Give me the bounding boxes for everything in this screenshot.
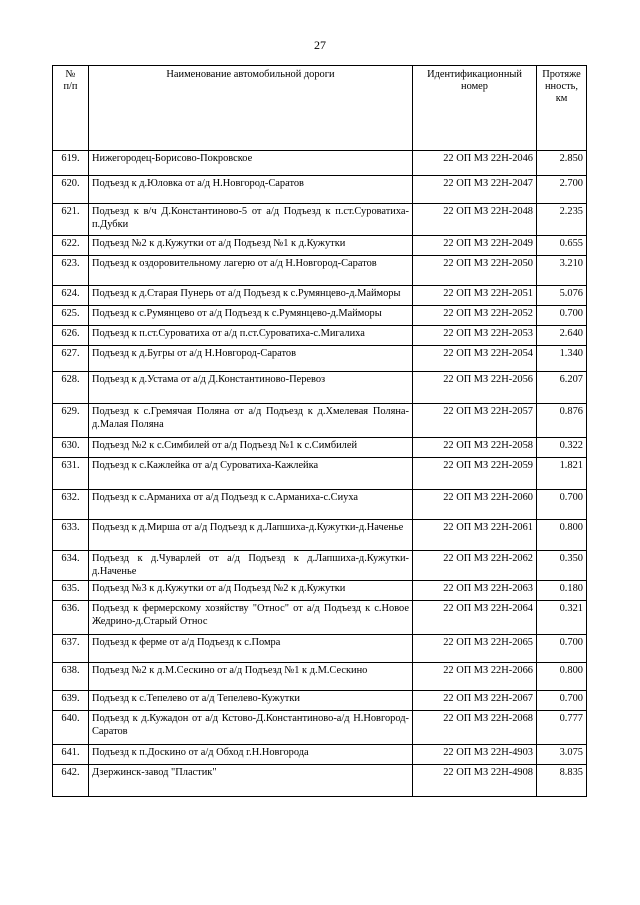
row-length: 0.350 [537, 551, 587, 581]
row-length: 3.210 [537, 256, 587, 286]
row-num: 624. [53, 286, 89, 306]
row-id-code: 22 ОП МЗ 22Н-2054 [413, 346, 537, 372]
row-id-code: 22 ОП МЗ 22Н-2047 [413, 176, 537, 204]
table-row [53, 745, 587, 765]
row-road-name: Подъезд к ферме от а/д Подъезд к с.Помра [89, 635, 413, 663]
row-num: 640. [53, 711, 89, 745]
table-body [53, 151, 587, 797]
row-id-code: 22 ОП МЗ 22Н-2053 [413, 326, 537, 346]
row-num: 626. [53, 326, 89, 346]
row-num: 622. [53, 236, 89, 256]
table-row [53, 635, 587, 663]
row-num: 620. [53, 176, 89, 204]
row-length: 0.777 [537, 711, 587, 745]
table-row [53, 663, 587, 691]
table-row [53, 520, 587, 551]
row-length: 0.700 [537, 635, 587, 663]
row-id-code: 22 ОП МЗ 22Н-4903 [413, 745, 537, 765]
row-num: 642. [53, 765, 89, 797]
table-row [53, 151, 587, 176]
row-id-code: 22 ОП МЗ 22Н-2057 [413, 404, 537, 438]
row-length: 0.655 [537, 236, 587, 256]
row-length: 8.835 [537, 765, 587, 797]
row-num: 632. [53, 490, 89, 520]
row-num: 619. [53, 151, 89, 176]
table-row [53, 551, 587, 581]
table-row [53, 204, 587, 236]
row-num: 628. [53, 372, 89, 404]
row-road-name: Подъезд к д.Мирша от а/д Подъезд к д.Лапшиха-д.Кужутки-д.Наченье [89, 520, 413, 551]
table-header-row [53, 66, 587, 151]
row-id-code: 22 ОП МЗ 22Н-2050 [413, 256, 537, 286]
row-length: 0.700 [537, 306, 587, 326]
row-id-code: 22 ОП МЗ 22Н-2049 [413, 236, 537, 256]
table-row [53, 691, 587, 711]
row-num: 625. [53, 306, 89, 326]
row-id-code: 22 ОП МЗ 22Н-2059 [413, 458, 537, 490]
row-road-name: Подъезд к с.Арманиха от а/д Подъезд к с.Арманиха-с.Сиуха [89, 490, 413, 520]
row-num: 629. [53, 404, 89, 438]
row-id-code: 22 ОП МЗ 22Н-2046 [413, 151, 537, 176]
row-num: 633. [53, 520, 89, 551]
row-num: 621. [53, 204, 89, 236]
table-row [53, 711, 587, 745]
table-row [53, 346, 587, 372]
row-num: 636. [53, 601, 89, 635]
row-id-code: 22 ОП МЗ 22Н-2058 [413, 438, 537, 458]
row-length: 0.800 [537, 663, 587, 691]
row-id-code: 22 ОП МЗ 22Н-2048 [413, 204, 537, 236]
row-id-code: 22 ОП МЗ 22Н-4908 [413, 765, 537, 797]
row-id-code: 22 ОП МЗ 22Н-2068 [413, 711, 537, 745]
table-row [53, 306, 587, 326]
table-row [53, 404, 587, 438]
row-id-code: 22 ОП МЗ 22Н-2066 [413, 663, 537, 691]
row-length: 3.075 [537, 745, 587, 765]
table-row [53, 490, 587, 520]
row-length: 2.700 [537, 176, 587, 204]
row-id-code: 22 ОП МЗ 22Н-2067 [413, 691, 537, 711]
row-length: 0.322 [537, 438, 587, 458]
row-road-name: Подъезд к фермерскому хозяйству "Относ" от а/д Подъезд к с.Новое Жедрино-д.Старый Относ [89, 601, 413, 635]
row-length: 0.700 [537, 490, 587, 520]
row-length: 5.076 [537, 286, 587, 306]
table-row [53, 765, 587, 797]
row-num: 627. [53, 346, 89, 372]
table-row [53, 236, 587, 256]
row-num: 641. [53, 745, 89, 765]
row-num: 634. [53, 551, 89, 581]
row-num: 623. [53, 256, 89, 286]
row-road-name: Подъезд к д.Устама от а/д Д.Константиново-Перевоз [89, 372, 413, 404]
header-name: Наименование автомобильной дороги [89, 66, 413, 151]
row-length: 1.821 [537, 458, 587, 490]
row-num: 638. [53, 663, 89, 691]
page-number: 27 [314, 38, 326, 52]
row-road-name: Дзержинск-завод "Пластик" [89, 765, 413, 797]
row-id-code: 22 ОП МЗ 22Н-2063 [413, 581, 537, 601]
row-id-code: 22 ОП МЗ 22Н-2064 [413, 601, 537, 635]
row-road-name: Подъезд к п.Доскино от а/д Обход г.Н.Новгорода [89, 745, 413, 765]
row-id-code: 22 ОП МЗ 22Н-2056 [413, 372, 537, 404]
row-length: 1.340 [537, 346, 587, 372]
row-length: 6.207 [537, 372, 587, 404]
row-num: 631. [53, 458, 89, 490]
row-length: 0.876 [537, 404, 587, 438]
row-num: 639. [53, 691, 89, 711]
row-num: 630. [53, 438, 89, 458]
row-id-code: 22 ОП МЗ 22Н-2052 [413, 306, 537, 326]
table-row [53, 286, 587, 306]
row-road-name: Подъезд к с.Румянцево от а/д Подъезд к с.Румянцево-д.Майморы [89, 306, 413, 326]
row-road-name: Подъезд к с.Гремячая Поляна от а/д Подъезд к д.Хмелевая Поляна-д.Малая Поляна [89, 404, 413, 438]
row-num: 635. [53, 581, 89, 601]
row-length: 0.321 [537, 601, 587, 635]
row-length: 0.700 [537, 691, 587, 711]
row-road-name: Подъезд №2 к д.Кужутки от а/д Подъезд №1 к д.Кужутки [89, 236, 413, 256]
row-length: 2.640 [537, 326, 587, 346]
row-road-name: Подъезд к д.Бугры от а/д Н.Новгород-Саратов [89, 346, 413, 372]
row-road-name: Подъезд к с.Тепелево от а/д Тепелево-Кужутки [89, 691, 413, 711]
row-id-code: 22 ОП МЗ 22Н-2065 [413, 635, 537, 663]
row-length: 0.180 [537, 581, 587, 601]
row-id-code: 22 ОП МЗ 22Н-2051 [413, 286, 537, 306]
row-road-name: Подъезд к д.Юловка от а/д Н.Новгород-Саратов [89, 176, 413, 204]
row-road-name: Нижегородец-Борисово-Покровское [89, 151, 413, 176]
row-road-name: Подъезд №2 к с.Симбилей от а/д Подъезд №1 к с.Симбилей [89, 438, 413, 458]
table-row [53, 256, 587, 286]
header-num: № п/п [53, 66, 89, 151]
row-length: 2.850 [537, 151, 587, 176]
row-length: 2.235 [537, 204, 587, 236]
roads-table [52, 65, 587, 797]
table-row [53, 372, 587, 404]
header-code: Идентификационный номер [413, 66, 537, 151]
row-length: 0.800 [537, 520, 587, 551]
table-row [53, 581, 587, 601]
row-road-name: Подъезд к д.Старая Пунерь от а/д Подъезд к с.Румянцево-д.Майморы [89, 286, 413, 306]
row-road-name: Подъезд к д.Кужадон от а/д Кстово-Д.Константиново-а/д Н.Новгород-Саратов [89, 711, 413, 745]
table-row [53, 438, 587, 458]
row-id-code: 22 ОП МЗ 22Н-2060 [413, 490, 537, 520]
row-num: 637. [53, 635, 89, 663]
row-road-name: Подъезд №3 к д.Кужутки от а/д Подъезд №2 к д.Кужутки [89, 581, 413, 601]
table-row [53, 458, 587, 490]
row-road-name: Подъезд к д.Чуварлей от а/д Подъезд к д.Лапшиха-д.Кужутки-д.Наченье [89, 551, 413, 581]
row-road-name: Подъезд к с.Кажлейка от а/д Суроватиха-Кажлейка [89, 458, 413, 490]
row-road-name: Подъезд к в/ч Д.Константиново-5 от а/д Подъезд к п.ст.Суроватиха-п.Дубки [89, 204, 413, 236]
table-row [53, 601, 587, 635]
header-length: Протяже нность, км [537, 66, 587, 151]
row-id-code: 22 ОП МЗ 22Н-2062 [413, 551, 537, 581]
row-road-name: Подъезд №2 к д.М.Сескино от а/д Подъезд №1 к д.М.Сескино [89, 663, 413, 691]
table-row [53, 176, 587, 204]
row-id-code: 22 ОП МЗ 22Н-2061 [413, 520, 537, 551]
table-row [53, 326, 587, 346]
row-road-name: Подъезд к п.ст.Суроватиха от а/д п.ст.Суроватиха-с.Мигалиха [89, 326, 413, 346]
row-road-name: Подъезд к оздоровительному лагерю от а/д Н.Новгород-Саратов [89, 256, 413, 286]
